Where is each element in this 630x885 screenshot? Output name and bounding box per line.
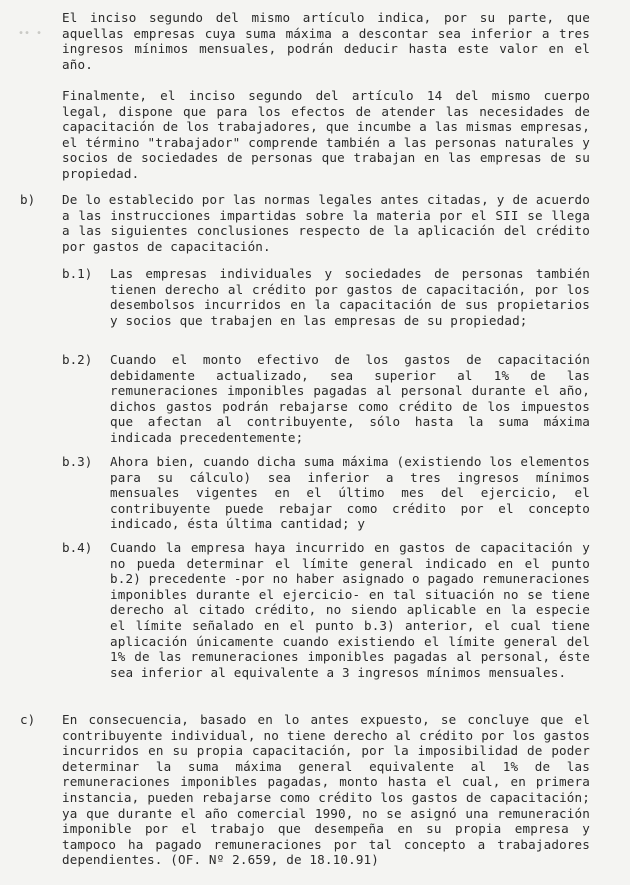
- section-c-label: c): [20, 712, 36, 727]
- section-b-label: b): [20, 192, 36, 207]
- item-b1-label: b.1): [62, 266, 93, 281]
- item-b1-text: Las empresas individuales y sociedades de personas también tienen derecho al crédito por gastos de capacitación, por los desembolsos incurridos en la capacitación de sus propietarios y socios que trabajen en las empresas de su propiedad;: [110, 266, 590, 328]
- bleed-through-mark: ∙∙ ∙: [18, 28, 43, 39]
- item-b3-text: Ahora bien, cuando dicha suma máxima (existiendo los elementos para su cálculo) sea inferior a tres ingresos mínimos mensuales vigentes en el último mes del ejercicio, el contribuyente puede rebajar como crédito por el concepto indicado, ésta última cantidad; y: [110, 454, 590, 532]
- item-b2-label: b.2): [62, 352, 93, 367]
- paragraph-finalmente: Finalmente, el inciso segundo del artículo 14 del mismo cuerpo legal, dispone que para los efectos de atender las necesidades de capacitación de los trabajadores, que incumbe a las mismas empresas, el término "trabajador" comprende también a las personas naturales y socios de sociedades de personas que trabajan en las empresas de su propiedad.: [62, 88, 590, 181]
- paragraph-inciso-segundo: El inciso segundo del mismo artículo indica, por su parte, que aquellas empresas cuya suma máxima a descontar sea inferior a tres ingresos mínimos mensuales, podrán deducir hasta este valor en el año.: [62, 10, 590, 72]
- item-b4-text: Cuando la empresa haya incurrido en gastos de capacitación y no pueda determinar el límite general indicado en el punto b.2) precedente -por no haber asignado o pagado remuneraciones imponibles durante el ejercicio- en tal situación no se tiene derecho al citado crédito, no siendo aplicable en la especie el límite señalado en el punto b.3) anterior, el cual tiene aplicación únicamente cuando existiendo el límite general del 1% de las remuneraciones imponibles pagadas al personal, éste sea inferior al equivalente a 3 ingresos mínimos mensuales.: [110, 540, 590, 680]
- section-c-text: En consecuencia, basado en lo antes expuesto, se concluye que el contribuyente individual, no tiene derecho al crédito por los gastos incurridos en su propia capacitación, por la imposibilidad de poder determinar la suma máxima general equivalente al 1% de las remuneraciones imponibles pagadas, monto hasta el cual, en primera instancia, pueden rebajarse como crédito los gastos de capacitación; ya que durante el año comercial 1990, no se asignó una remuneración imponible por el trabajo que desempeña en su propia empresa y tampoco ha pagado remuneraciones por tal concepto a trabajadores dependientes. (OF. Nº 2.659, de 18.10.91): [62, 712, 590, 868]
- section-b-text: De lo establecido por las normas legales antes citadas, y de acuerdo a las instrucciones impartidas sobre la materia por el SII se llega a las siguientes conclusiones respecto de la aplicación del crédito por gastos de capacitación.: [62, 192, 590, 254]
- item-b4-label: b.4): [62, 540, 93, 555]
- item-b2-text: Cuando el monto efectivo de los gastos de capacitación debidamente actualizado, sea superior al 1% de las remuneraciones imponibles pagadas al personal durante el año, dichos gastos podrán rebajarse como crédito de los impuestos que afectan al contribuyente, sólo hasta la suma máxima indicada precedentemente;: [110, 352, 590, 445]
- item-b3-label: b.3): [62, 454, 93, 469]
